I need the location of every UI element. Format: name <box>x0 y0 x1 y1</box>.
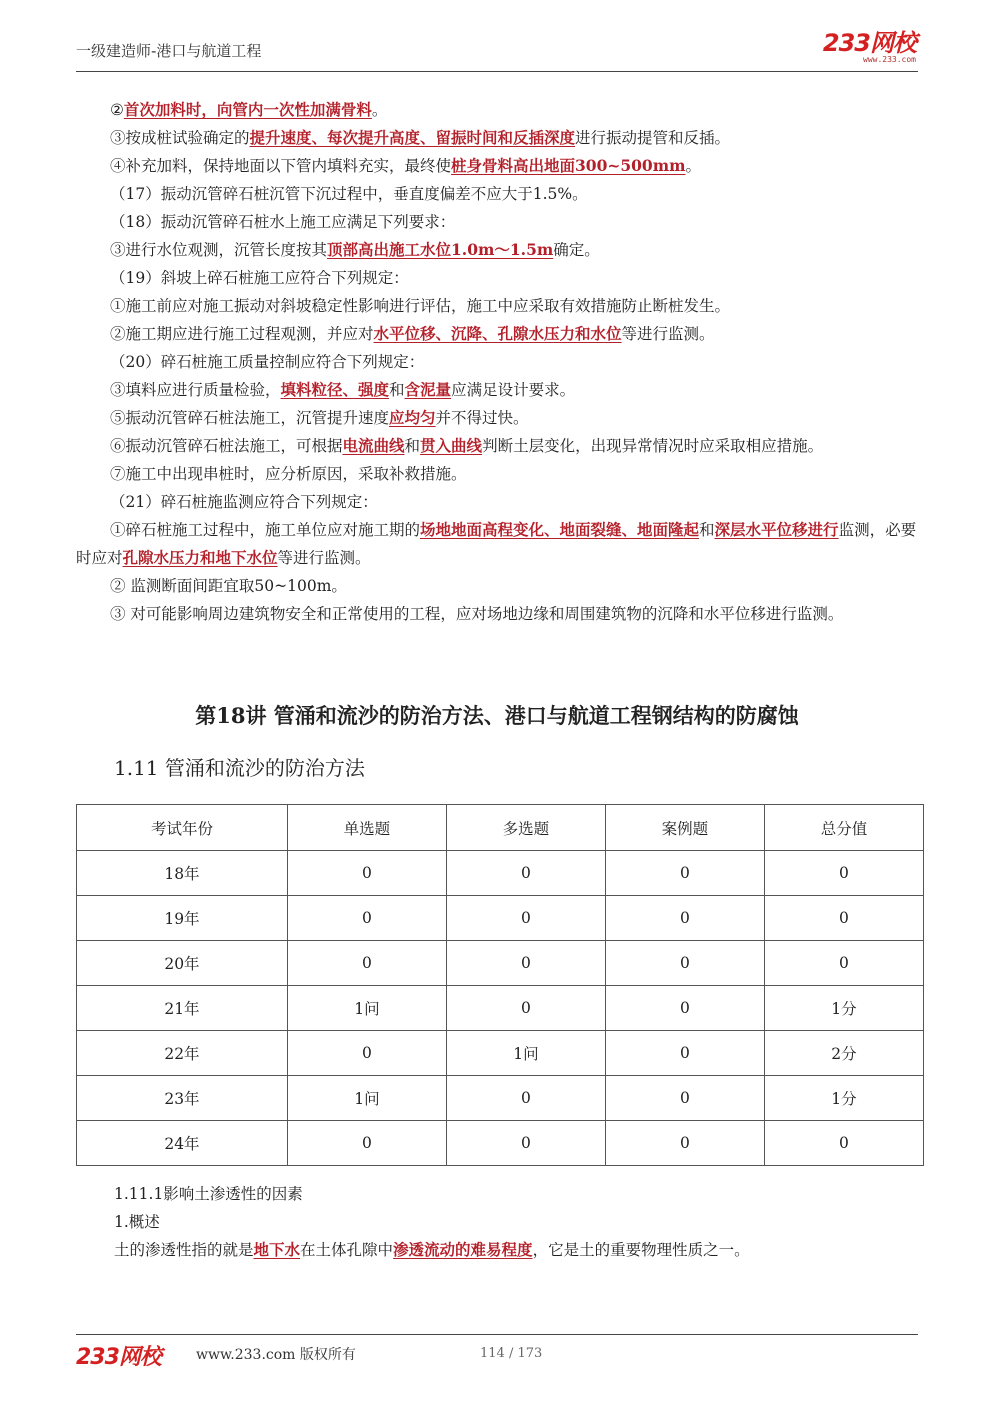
table-cell: 0 <box>764 896 923 941</box>
highlighted-text: 桩身骨料高出地面300~500mm <box>451 156 686 175</box>
header-title: 一级建造师-港口与航道工程 <box>76 42 262 60</box>
table-cell: 0 <box>605 941 764 986</box>
lecture-title: 第18讲 管涌和流沙的防治方法、港口与航道工程钢结构的防腐蚀 <box>195 703 799 728</box>
table-cell: 0 <box>446 1121 605 1166</box>
highlighted-text: 地下水 <box>253 1240 301 1259</box>
paragraph <box>76 376 918 404</box>
header-divider <box>76 71 918 72</box>
text-segment: 和 <box>699 521 715 539</box>
highlighted-text: 水平位移、沉降、孔隙水压力和水位 <box>373 324 622 343</box>
table-cell: 0 <box>764 851 923 896</box>
subsection-title: 1.11.1影响土渗透性的因素 <box>114 1185 303 1203</box>
brand-logo <box>823 30 916 64</box>
table-cell: 22年 <box>77 1031 288 1076</box>
table-row <box>77 851 924 896</box>
text-segment: ⑥振动沉管碎石桩法施工，可根据 <box>110 437 343 455</box>
footer-divider <box>76 1334 918 1335</box>
table-cell: 0 <box>605 1031 764 1076</box>
text-segment: ② <box>110 101 124 119</box>
table-cell: 20年 <box>77 941 288 986</box>
highlighted-text: 渗透流动的难易程度 <box>393 1240 533 1259</box>
table-cell: 0 <box>605 986 764 1031</box>
page-number: 114 / 173 <box>480 1346 543 1361</box>
paragraph <box>76 236 918 264</box>
table-cell: 0 <box>605 1076 764 1121</box>
paragraph <box>76 572 918 600</box>
table-cell: 0 <box>287 896 446 941</box>
table-cell: 1问 <box>287 1076 446 1121</box>
paragraph <box>76 152 918 180</box>
highlighted-text: 电流曲线 <box>342 436 405 455</box>
table-body <box>77 851 924 1166</box>
table-row <box>77 1031 924 1076</box>
highlighted-text: 贯入曲线 <box>420 436 483 455</box>
body-text <box>76 96 918 628</box>
table-cell: 1问 <box>446 1031 605 1076</box>
table-cell: 0 <box>446 941 605 986</box>
table-cell: 2分 <box>764 1031 923 1076</box>
text-segment: 等进行监测。 <box>277 549 371 567</box>
paragraph <box>76 292 918 320</box>
text-segment: 应满足设计要求。 <box>451 381 576 399</box>
text-segment: 进行振动提管和反插。 <box>575 129 731 147</box>
highlighted-text: 顶部高出施工水位1.0m～1.5m <box>327 240 554 259</box>
highlighted-text: 含泥量 <box>404 380 452 399</box>
table-cell: 0 <box>605 896 764 941</box>
highlighted-text: 场地地面高程变化、地面裂缝、地面隆起 <box>420 520 700 539</box>
table-cell: 24年 <box>77 1121 288 1166</box>
text-segment: 。 <box>685 157 702 175</box>
paragraph <box>76 460 918 488</box>
table-cell: 0 <box>287 1121 446 1166</box>
column-header: 总分值 <box>764 805 923 851</box>
table-row <box>77 896 924 941</box>
text-segment: 等进行监测。 <box>621 325 715 343</box>
exam-score-table <box>76 804 924 1166</box>
table-cell: 0 <box>764 1121 923 1166</box>
table-cell: 18年 <box>77 851 288 896</box>
table-cell: 1问 <box>287 986 446 1031</box>
highlighted-text: 孔隙水压力和地下水位 <box>122 548 278 567</box>
text-segment: （19）斜坡上碎石桩施工应符合下列规定： <box>110 269 409 287</box>
table-cell: 19年 <box>77 896 288 941</box>
footer-copyright: www.233.com 版权所有 <box>196 1347 356 1363</box>
text-segment: 在土体孔隙中 <box>300 1241 394 1259</box>
text-segment: 。 <box>371 101 388 119</box>
text-segment: 判断土层变化，出现异常情况时应采取相应措施。 <box>482 437 824 455</box>
logo-url: www.233.com <box>863 55 916 64</box>
text-segment: ⑦施工中出现串桩时，应分析原因，采取补救措施。 <box>110 465 467 483</box>
text-segment: ③按成桩试验确定的 <box>110 129 250 147</box>
paragraph <box>76 124 918 152</box>
table-cell: 0 <box>605 1121 764 1166</box>
column-header: 单选题 <box>287 805 446 851</box>
text-segment: 监测，必要时应对 <box>76 521 917 567</box>
table-cell: 0 <box>287 1031 446 1076</box>
paragraph <box>76 264 918 292</box>
paragraph <box>76 432 918 460</box>
paragraph <box>76 600 918 628</box>
text-segment: ②施工期应进行施工过程观测，并应对 <box>110 325 374 343</box>
overview-heading: 1.概述 <box>114 1213 160 1231</box>
paragraph <box>76 404 918 432</box>
table-cell: 0 <box>446 986 605 1031</box>
text-segment: 和 <box>389 381 405 399</box>
table-cell: 1分 <box>764 986 923 1031</box>
page-header <box>76 28 918 72</box>
text-segment: ③进行水位观测，沉管长度按其 <box>110 241 328 259</box>
text-segment: ⑤振动沉管碎石桩法施工，沉管提升速度 <box>110 409 390 427</box>
text-segment: （17）振动沉管碎石桩沉管下沉过程中，垂直度偏差不应大于1.5%。 <box>110 185 588 203</box>
text-segment: 土的渗透性指的就是 <box>114 1241 254 1259</box>
paragraph <box>76 96 918 124</box>
paragraph <box>76 320 918 348</box>
table-row <box>77 986 924 1031</box>
column-header: 考试年份 <box>77 805 288 851</box>
table-cell: 0 <box>446 1076 605 1121</box>
column-header: 案例题 <box>605 805 764 851</box>
text-segment: ①施工前应对施工振动对斜坡稳定性影响进行评估，施工中应采取有效措施防止断桩发生。 <box>110 297 731 315</box>
text-segment: ④补充加料，保持地面以下管内填料充实，最终使 <box>110 157 452 175</box>
text-segment: ，它是土的重要物理性质之一。 <box>532 1241 750 1259</box>
section-title: 1.11 管涌和流沙的防治方法 <box>114 756 365 780</box>
table-cell: 0 <box>605 851 764 896</box>
table-cell: 21年 <box>77 986 288 1031</box>
table-row <box>77 941 924 986</box>
highlighted-text: 深层水平位移进行 <box>714 520 839 539</box>
table-cell: 0 <box>446 851 605 896</box>
table-cell: 0 <box>287 851 446 896</box>
definition-paragraph <box>114 1236 918 1264</box>
paragraph <box>76 488 918 516</box>
text-segment: （20）碎石桩施工质量控制应符合下列规定： <box>110 353 425 371</box>
text-segment: （18）振动沉管碎石桩水上施工应满足下列要求： <box>110 213 456 231</box>
column-header: 多选题 <box>446 805 605 851</box>
table-row <box>77 1076 924 1121</box>
table-row <box>77 1121 924 1166</box>
logo-text: 233网校 <box>822 29 916 57</box>
text-segment: 并不得过快。 <box>435 409 529 427</box>
text-segment: ③填料应进行质量检验， <box>110 381 281 399</box>
after-table-text <box>114 1180 918 1264</box>
text-segment: 确定。 <box>553 241 600 259</box>
text-segment: ③ 对可能影响周边建筑物安全和正常使用的工程，应对场地边缘和周围建筑物的沉降和水平位移进行监测。 <box>110 605 844 623</box>
paragraph <box>76 348 918 376</box>
text-segment: （21）碎石桩施监测应符合下列规定： <box>110 493 378 511</box>
text-segment: ①碎石桩施工过程中，施工单位应对施工期的 <box>110 521 421 539</box>
highlighted-text: 提升速度、每次提升高度、留振时间和反插深度 <box>249 128 576 147</box>
text-segment: ② 监测断面间距宜取50~100m。 <box>110 577 347 595</box>
highlighted-text: 首次加料时，向管内一次性加满骨料 <box>123 100 372 119</box>
table-cell: 23年 <box>77 1076 288 1121</box>
paragraph <box>76 208 918 236</box>
paragraph <box>76 180 918 208</box>
paragraph <box>76 516 918 572</box>
table-cell: 0 <box>446 896 605 941</box>
highlighted-text: 填料粒径、强度 <box>280 380 390 399</box>
table-header-row <box>77 805 924 851</box>
table-cell: 1分 <box>764 1076 923 1121</box>
highlighted-text: 应均匀 <box>389 408 436 427</box>
footer-logo: 233网校 <box>76 1345 161 1370</box>
table-cell: 0 <box>764 941 923 986</box>
text-segment: 和 <box>404 437 421 455</box>
page-footer <box>76 1334 918 1374</box>
table-cell: 0 <box>287 941 446 986</box>
